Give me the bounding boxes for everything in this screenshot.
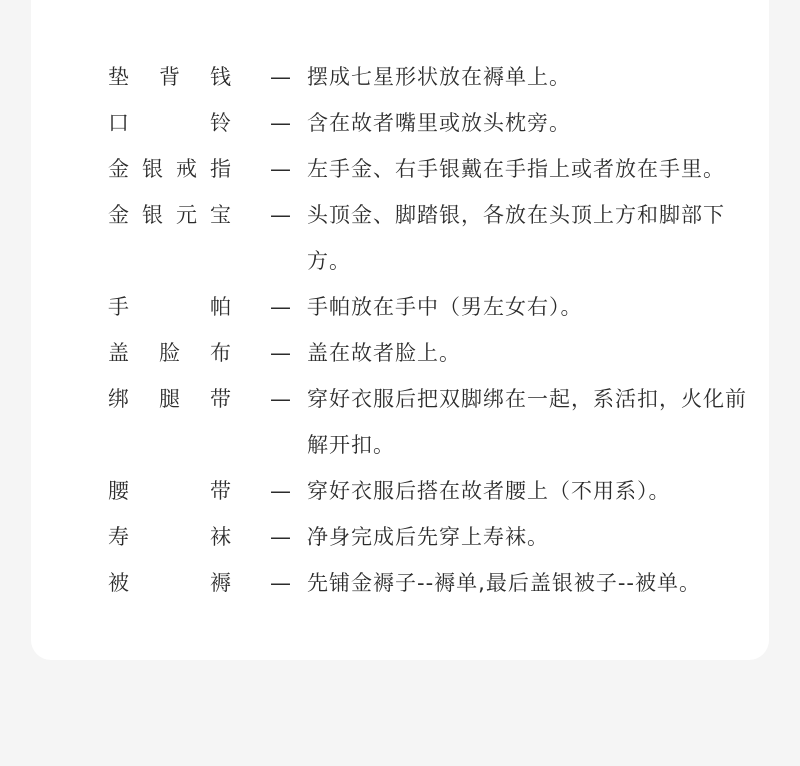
- item-description: 穿好衣服后把双脚绑在一起，系活扣，火化前解开扣。: [307, 387, 747, 457]
- list-item: [108, 284, 768, 330]
- item-description: 头顶金、脚踏银，各放在头顶上方和脚部下方。: [307, 203, 725, 273]
- item-term-char: 元: [176, 203, 198, 227]
- item-term-char: 带: [210, 387, 232, 411]
- item-term-char: 戒: [176, 157, 198, 181]
- item-description: 手帕放在手中（男左女右）。: [307, 295, 583, 319]
- item-term: [108, 560, 232, 606]
- item-term-char: 银: [142, 203, 164, 227]
- item-term: [108, 468, 232, 514]
- item-term-char: 背: [159, 65, 181, 89]
- item-dash: —: [270, 65, 292, 89]
- list-item: [108, 54, 768, 100]
- item-term-char: 手: [108, 295, 130, 319]
- item-term-char: 金: [108, 157, 130, 181]
- item-dash: —: [270, 387, 292, 411]
- item-term-char: 银: [142, 157, 164, 181]
- item-description: 摆成七星形状放在褥单上。: [307, 65, 571, 89]
- content-card: [31, 0, 769, 660]
- item-term: [108, 54, 232, 100]
- item-term-char: 金: [108, 203, 130, 227]
- item-dash: —: [270, 111, 292, 135]
- item-term-char: 袜: [210, 525, 232, 549]
- item-term-char: 寿: [108, 525, 130, 549]
- item-term: [108, 330, 232, 376]
- item-term-char: 褥: [210, 571, 232, 595]
- item-term-char: 钱: [210, 65, 232, 89]
- item-term: [108, 376, 232, 422]
- item-dash: —: [270, 479, 292, 503]
- list-item: [108, 100, 768, 146]
- item-term: [108, 100, 232, 146]
- list-item: [108, 468, 768, 514]
- item-term-char: 脸: [159, 341, 181, 365]
- list-item: [108, 376, 768, 468]
- item-term: [108, 192, 232, 238]
- list-item: [108, 146, 768, 192]
- item-term-char: 腰: [108, 479, 130, 503]
- item-term-char: 口: [108, 111, 130, 135]
- list-item: [108, 514, 768, 560]
- item-term: [108, 514, 232, 560]
- item-term-char: 宝: [210, 203, 232, 227]
- item-description: 盖在故者脸上。: [307, 341, 461, 365]
- item-term: [108, 146, 232, 192]
- item-term-char: 布: [210, 341, 232, 365]
- item-term-char: 被: [108, 571, 130, 595]
- list-item: [108, 330, 768, 376]
- item-term: [108, 284, 232, 330]
- item-term-char: 绑: [108, 387, 130, 411]
- item-term-char: 腿: [159, 387, 181, 411]
- item-description: 含在故者嘴里或放头枕旁。: [307, 111, 571, 135]
- list-item: [108, 560, 768, 606]
- item-dash: —: [270, 157, 292, 181]
- item-term-char: 指: [210, 157, 232, 181]
- item-dash: —: [270, 525, 292, 549]
- item-term-char: 铃: [210, 111, 232, 135]
- item-description: 穿好衣服后搭在故者腰上（不用系）。: [307, 479, 671, 503]
- item-description: 净身完成后先穿上寿袜。: [307, 525, 549, 549]
- list-item: [108, 192, 768, 284]
- item-term-char: 盖: [108, 341, 130, 365]
- item-term-char: 垫: [108, 65, 130, 89]
- item-description: 左手金、右手银戴在手指上或者放在手里。: [307, 157, 725, 181]
- item-dash: —: [270, 571, 292, 595]
- item-description: 先铺金褥子--褥单,最后盖银被子--被单。: [307, 571, 701, 595]
- item-dash: —: [270, 341, 292, 365]
- item-dash: —: [270, 203, 292, 227]
- item-dash: —: [270, 295, 292, 319]
- item-term-char: 帕: [210, 295, 232, 319]
- item-list: [108, 54, 768, 606]
- item-term-char: 带: [210, 479, 232, 503]
